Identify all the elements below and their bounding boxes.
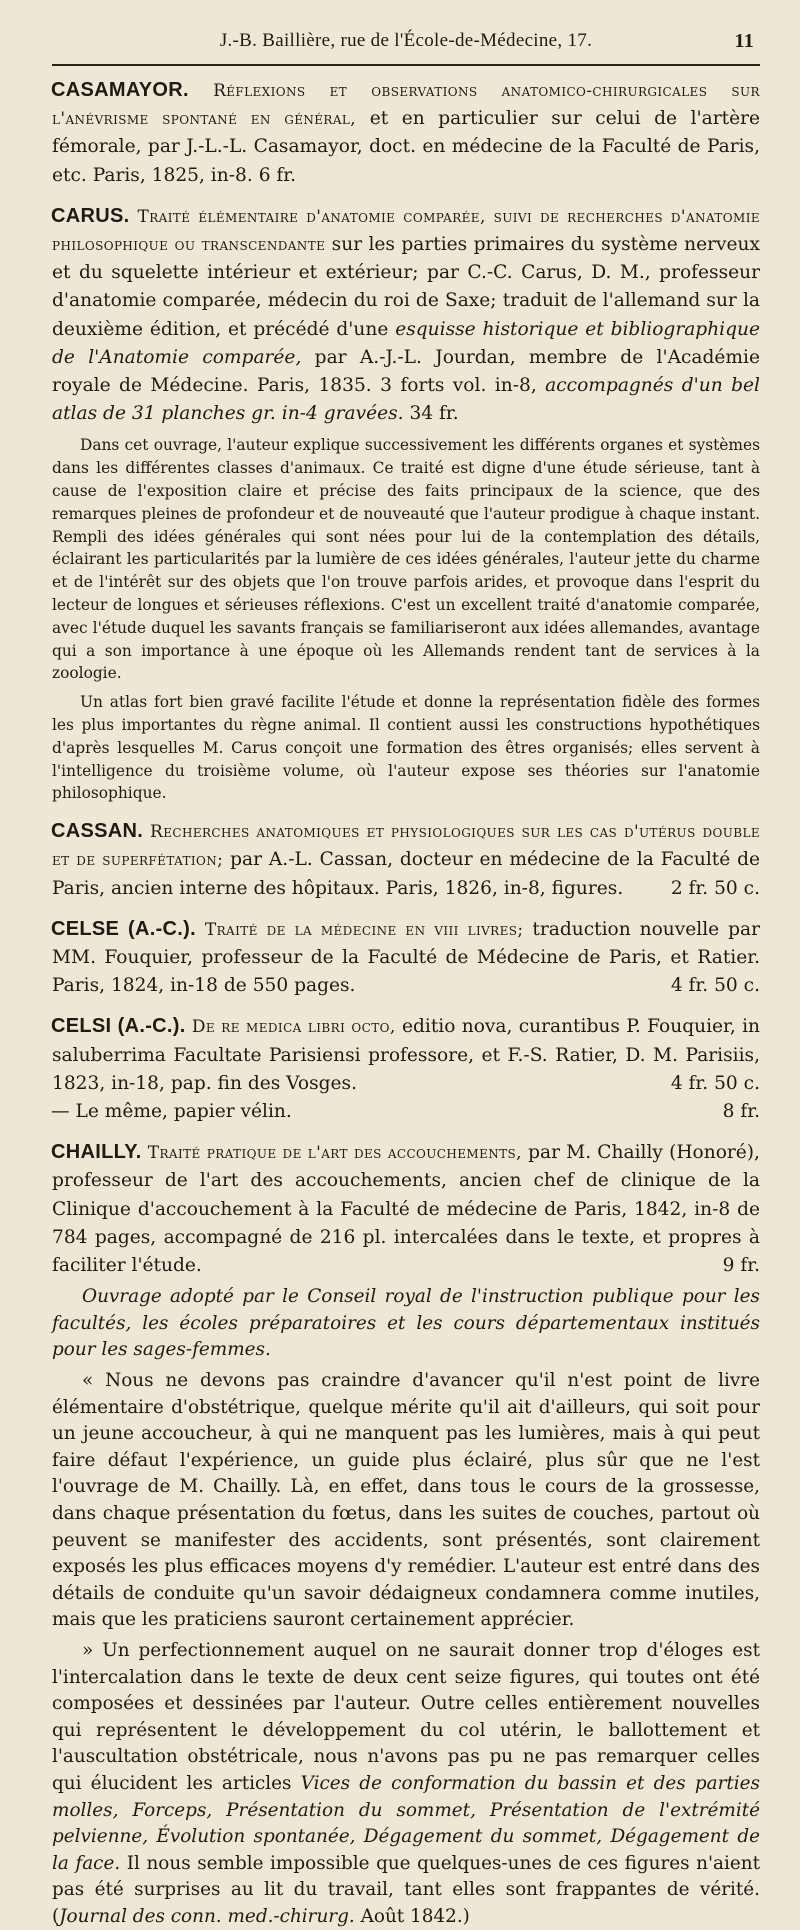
entry-casamayor <box>52 76 760 190</box>
entry-text: editio nova, curantibus P. Fouquier, in saluberrima Facultate Parisiensi professore, et F.-S. Ratier, D. M. Parisiis, 1823, in-18, pap. fin des Vosges. <box>52 1016 760 1094</box>
entry-celse <box>52 915 760 1001</box>
page-number: 11 <box>734 30 754 52</box>
running-title: J.-B. Baillière, rue de l'École-de-Médecine, 17. <box>219 30 593 51</box>
entry-note: Dans cet ouvrage, l'auteur explique successivement les différents organes et systèmes dans les différentes classes d'animaux. Ce traité est digne d'une étude sérieuse, tant à cause de l'exposition claire et précise des faits principaux de la science, que des remarques pleines de profondeur et de nouveauté que l'auteur prodigue à chaque instant. Rempli des idées générales qui sont nées pour lui de la contemplation des détails, éclairant les particularités par la lumière de ces idées générales, l'auteur jette du charme et de l'intérêt sur des objets que l'on trouve parfois arides, et provoque dans l'esprit du lecteur de longues et sérieuses réflexions. C'est un excellent traité d'anatomie comparée, avec l'étude duquel les savants français se familiariseront aux idées allemandes, avantage qui a son importance à une époque où les Allemands rendent tant de services à la zoologie. <box>52 436 760 683</box>
entry-price: 4 fr. 50 c. <box>670 1072 760 1094</box>
entry-text: par A.-J.-L. Jourdan, membre de l'Académie royale de Médecine. Paris, 1835. 3 forts vol. in-8, <box>52 346 760 397</box>
entry-title: De re medica libri octo, <box>191 1017 396 1038</box>
entry-italic: accompagnés d'un bel atlas de 31 planches gr. in-4 gravées. <box>52 375 760 425</box>
entry-title: Traité de la médecine en viii livres; <box>204 919 524 940</box>
review-quote: Il nous semble impossible que quelques-unes de ces figures n'aient pas été surprises au lit du travail, tant elles sont frappantes de vérité. ( <box>52 1852 760 1927</box>
review-italic: Vices de conformation du bassin et des parties molles, Forceps, Présentation du sommet, Présentation de l'extrémité pelvienne, Évolution spontanée, Dégagement du sommet, Dégagement de la face. <box>52 1772 760 1874</box>
entry-variant: — Le même, papier vélin. <box>51 1101 292 1123</box>
entry-cassan <box>52 817 760 903</box>
review-quote: » Un perfectionnement auquel on ne saurait donner trop d'éloges est l'intercalation dans le texte de deux cent seize figures, qui toutes ont été composées et dessinées par l'auteur. Outre celles entièrement nouvelles qui représentent le développement du col utérin, le ballottement et l'auscultation obstétricale, nous n'avons pas pu ne pas remarquer celles qui élucident les articles <box>52 1639 760 1794</box>
entry-title: Traité élémentaire d'anatomie comparée, suivi de recherches d'anatomie philosophique ou transcendante <box>52 206 760 256</box>
header-rule <box>52 64 760 66</box>
review-quote: « Nous ne devons pas craindre d'avancer qu'il n'est point de livre élémentaire d'obstétrique, quelque mérite qu'il ait d'ailleurs, qui soit pour un jeune accoucheur, à qui ne manquent pas les lumières, mais à qui peut faire défaut l'expérience, un guide plus éclairé, plus sûr que ne l'est l'ouvrage de M. Chailly. Là, en effet, dans tous le cours de la grossesse, dans chaque présentation du fœtus, dans les suites de couches, partout où peuvent se manifester des accidents, sont présentés, sont clairement exposés les plus efficaces moyens d'y remédier. L'auteur est entré dans des détails de conduite qu'un savoir dédaigneux condamnera comme inutiles, mais que les praticiens sauront certainement apprécier. <box>52 1370 760 1631</box>
entry-price: 9 fr. <box>722 1255 760 1277</box>
entry-text: sur les parties primaires du système nerveux et du squelette intérieur et extérieur; par C.-C. Carus, D. M., professeur d'anatomie comparée, médecin du roi de Saxe; traduit de l'allemand sur la deuxième édition, et précédé d'une <box>52 234 760 340</box>
entry-title: Traité pratique de l'art des accouchements, <box>147 1143 522 1164</box>
entry-price: 4 fr. 50 c. <box>670 975 760 997</box>
entry-head: CELSE (A.-C.). <box>51 917 196 940</box>
entry-note: Un atlas fort bien gravé facilite l'étude et donne la représentation fidèle des formes les plus importantes du règne animal. Il contient aussi les constructions hypothétiques d'après lesquelles M. Carus conçoit une formation des êtres organisés; elles servent à l'intelligence du troisième volume, où l'auteur expose ses théories sur l'anatomie philosophique. <box>52 693 760 803</box>
entry-italic: esquisse historique et bibliographique de l'Anatomie comparée, <box>52 318 760 368</box>
entry-price: 6 fr. <box>258 164 297 186</box>
entry-chailly <box>52 1138 760 1930</box>
entry-price: 2 fr. 50 c. <box>670 877 760 899</box>
review-date: Août 1842.) <box>360 1905 470 1927</box>
entry-adopted-note: Ouvrage adopté par le Conseil royal de l'instruction publique pour les facultés, les écoles préparatoires et les cours départementaux institués pour les sages-femmes. <box>52 1286 760 1361</box>
entry-title: Recherches anatomiques et physiologiques sur les cas d'utérus double et de superfétation; <box>52 822 760 871</box>
entry-head: CASAMAYOR. <box>51 79 189 101</box>
entry-text: et en particulier sur celui de l'artère fémorale, par J.-L.-L. Casamayor, doct. en médecine de la Faculté de Paris, etc. Paris, 1825, in-8. <box>52 108 760 186</box>
entry-price: 34 fr. <box>409 403 459 425</box>
entry-head: CELSI (A.-C.). <box>51 1015 186 1038</box>
entry-text: par M. Chailly (Honoré), professeur de l'art des accouchements, ancien chef de clinique de la Clinique d'accouchement à la Faculté de médecine de Paris, 1842, in-8 de 784 pages, accompagné de 216 pl. intercalées dans le texte, et propres à faciliter l'étude. <box>52 1142 760 1277</box>
running-header <box>52 30 760 64</box>
entry-price: 8 fr. <box>722 1101 760 1123</box>
entry-title: Réflexions et observations anatomico-chirurgicales sur l'anévrisme spontané en général, <box>52 81 760 130</box>
entry-head: CHAILLY. <box>51 1141 142 1164</box>
entry-head: CASSAN. <box>51 820 144 843</box>
entry-text: par A.-L. Cassan, docteur en médecine de la Faculté de Paris, ancien interne des hôpitaux. Paris, 1826, in-8, figures. <box>52 849 760 899</box>
entry-text: traduction nouvelle par MM. Fouquier, professeur de la Faculté de Médecine de Paris, et Ratier. Paris, 1824, in-18 de 550 pages. <box>52 918 760 997</box>
entry-head: CARUS. <box>51 204 130 227</box>
review-source: Journal des conn. med.-chirurg. <box>59 1905 355 1927</box>
entry-carus <box>52 202 760 805</box>
entry-celsi <box>52 1012 760 1126</box>
